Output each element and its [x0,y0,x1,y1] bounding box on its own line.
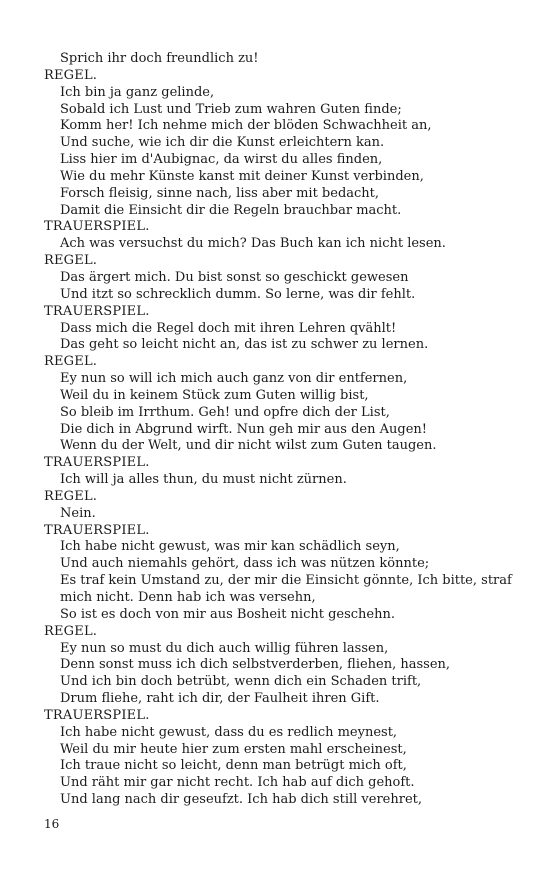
verse-line: Sobald ich Lust und Trieb zum wahren Guten finde; [60,101,402,117]
verse-line: Weil du in keinem Stück zum Guten willig bist, [60,387,369,403]
verse-line: Ich bin ja ganz gelinde, [60,84,215,100]
speaker-name: REGEL. [44,253,98,269]
verse-line: Wenn du der Welt, und dir nicht wilst zum Guten taugen. [60,438,437,454]
speaker-name: REGEL. [44,623,98,639]
speaker-name: REGEL. [44,67,98,83]
verse-line: Und lang nach dir geseufzt. Ich hab dich still verehret, [60,792,423,808]
speaker-name: REGEL. [44,354,98,370]
verse-line: Komm her! Ich nehme mich der blöden Schwachheit an, [60,118,432,134]
verse-line: Und itzt so schrecklich dumm. So lerne, was dir fehlt. [60,286,416,302]
page-number: 16 [44,817,60,831]
verse-line: Ich traue nicht so leicht, denn man betrügt mich oft, [60,758,407,774]
verse-line: So ist es doch von mir aus Bosheit nicht geschehn. [60,606,395,622]
verse-line: Liss hier im d'Aubignac, da wirst du alles finden, [60,152,383,168]
verse-line: Die dich in Abgrund wirft. Nun geh mir aus den Augen! [60,421,428,437]
speaker-name: TRAUERSPIEL. [44,455,150,471]
verse-line: So bleib im Irrthum. Geh! und opfre dich der List, [60,404,390,420]
verse-line: Und ich bin doch betrübt, wenn dich ein Schaden trift, [60,674,422,690]
verse-line: Ey nun so will ich mich auch ganz von dir entfernen, [60,371,408,387]
speaker-name: TRAUERSPIEL. [44,303,150,319]
verse-line: Das geht so leicht nicht an, das ist zu schwer zu lernen. [60,337,429,353]
verse-line: Dass mich die Regel doch mit ihren Lehren qvählt! [60,320,397,336]
verse-line: Ich habe nicht gewust, was mir kan schädlich seyn, [60,539,400,555]
verse-line: Forsch fleisig, sinne nach, liss aber mit bedacht, [60,185,380,201]
verse-line: Ich habe nicht gewust, dass du es redlich meynest, [60,724,398,740]
verse-line: Wie du mehr Künste kanst mit deiner Kunst verbinden, [60,168,424,184]
verse-line: Weil du mir heute hier zum ersten mahl erscheinest, [60,741,407,757]
verse-line: Und auch niemahls gehört, dass ich was nützen könnte; [60,556,430,572]
verse-line: Das ärgert mich. Du bist sonst so geschickt gewesen [60,269,409,285]
verse-line: Ey nun so must du dich auch willig führen lassen, [60,640,389,656]
verse-line: Sprich ihr doch freundlich zu! [60,51,259,66]
verse-line: Ich will ja alles thun, du must nicht zürnen. [60,472,347,488]
verse-line: mich nicht. Denn hab ich was versehn, [60,590,316,605]
verse-line: Nein. [60,505,96,521]
speaker-name: REGEL. [44,488,98,504]
speaker-name: TRAUERSPIEL. [44,219,150,235]
play-text [44,51,534,809]
speaker-name: TRAUERSPIEL. [44,522,150,538]
verse-line: Damit die Einsicht dir die Regeln brauchbar macht. [60,202,402,218]
verse-line: Und räht mir gar nicht recht. Ich hab auf dich gehoft. [60,775,415,791]
verse-line: Denn sonst muss ich dich selbstverderben, fliehen, hassen, [60,657,451,673]
verse-line: Drum fliehe, raht ich dir, der Faulheit ihren Gift. [60,691,380,707]
verse-line: Ach was versuchst du mich? Das Buch kan ich nicht lesen. [60,236,446,252]
verse-line: Es traf kein Umstand zu, der mir die Einsicht gönnte, Ich bitte, straf [60,573,512,589]
verse-line: Und suche, wie ich dir die Kunst erleichtern kan. [60,135,385,151]
speaker-name: TRAUERSPIEL. [44,707,150,723]
